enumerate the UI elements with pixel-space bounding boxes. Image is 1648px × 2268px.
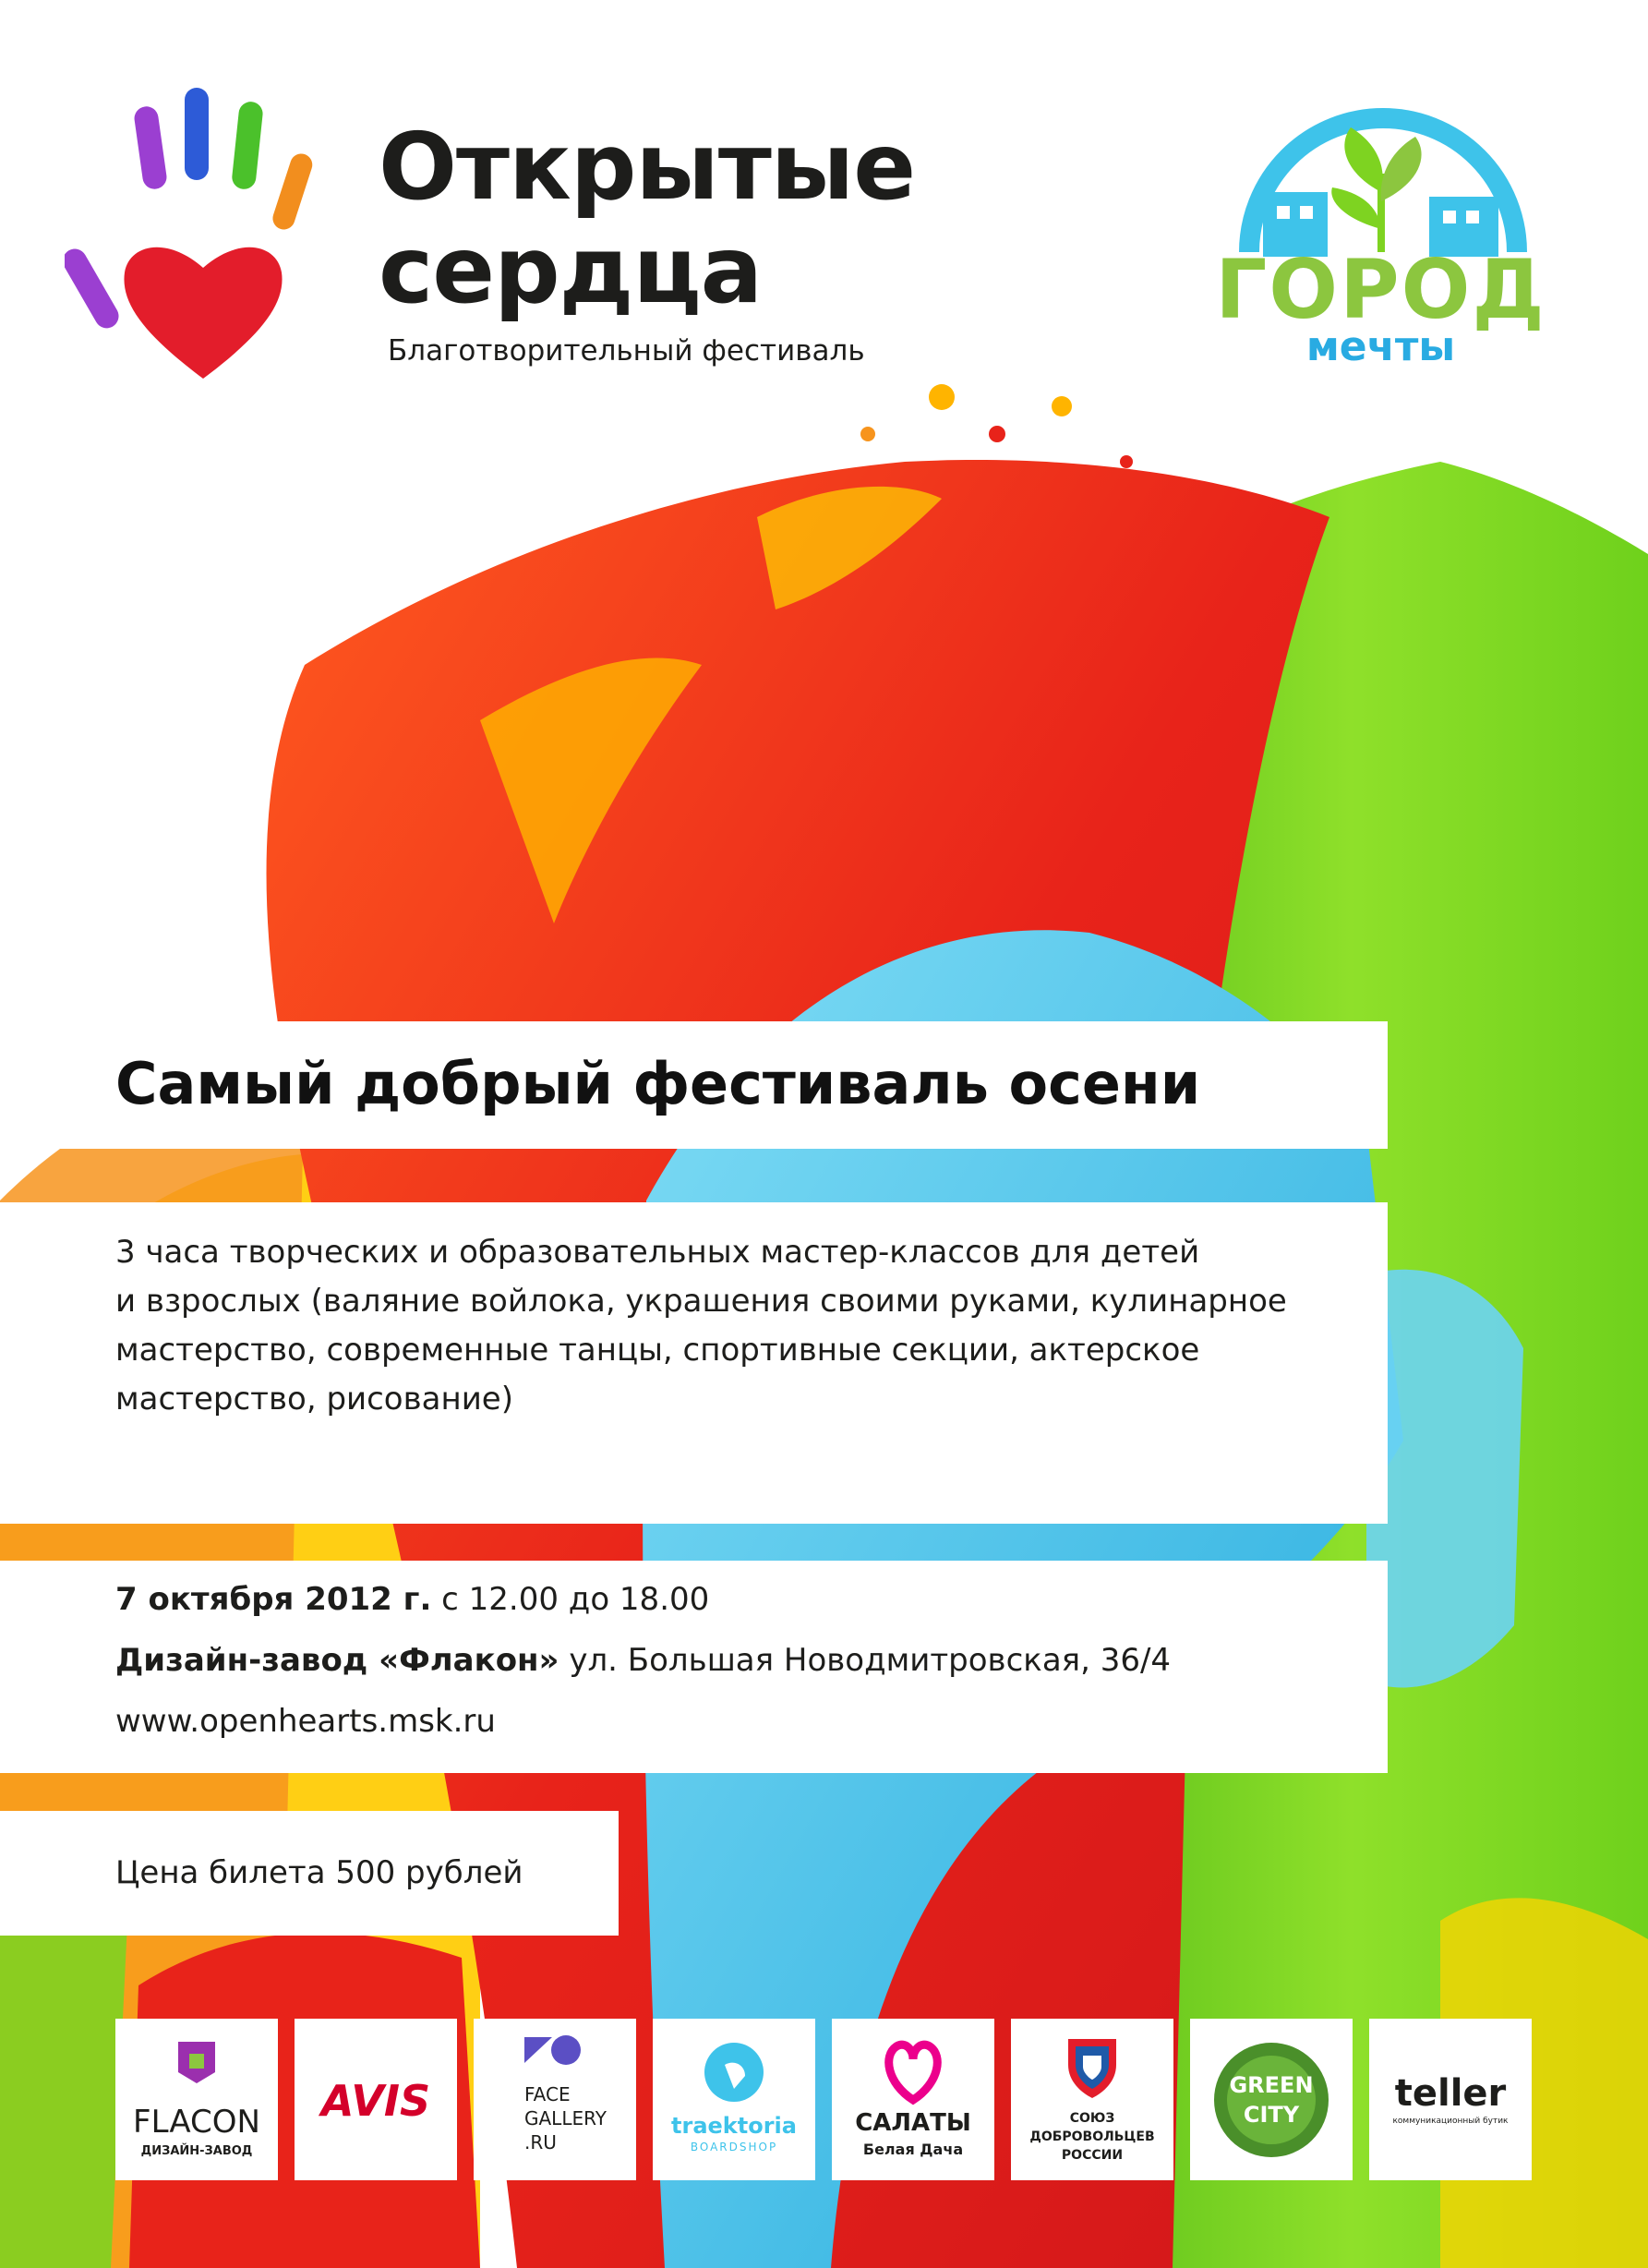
teller-sub: коммуникационный бутик (1392, 2117, 1509, 2126)
salaty-name: САЛАТЫ (855, 2109, 971, 2137)
city-logo-word-gorod: ГОРОД (1215, 242, 1546, 337)
sponsor-logos (115, 2019, 1537, 2180)
teller-name: teller (1394, 2072, 1507, 2115)
soyuz-l3: РОССИИ (1061, 2148, 1124, 2163)
sponsor-teller[interactable] (1369, 2019, 1532, 2180)
event-website-link[interactable]: www.openhearts.msk.ru (115, 1703, 496, 1740)
avis-name: AVIS (320, 2076, 431, 2126)
title-line-2: сердца (379, 216, 763, 324)
handprint-heart-icon (65, 88, 342, 383)
description-line: мастерство, современные танцы, спортивные секции, актерское (115, 1332, 1200, 1369)
headline: Самый добрый фестиваль осени (115, 1050, 1201, 1117)
description-line: 3 часа творческих и образовательных мастер-классов для детей (115, 1234, 1200, 1271)
face-gallery-l3: .RU (524, 2131, 557, 2153)
flacon-name: FLACON (133, 2104, 260, 2141)
traektoria-name: traektoria (671, 2113, 797, 2139)
event-address: ул. Большая Новодмитровская, 36/4 (559, 1642, 1172, 1679)
event-date: 7 октября 2012 г. (115, 1581, 432, 1618)
face-gallery-l1: FACE (524, 2083, 571, 2105)
description (115, 1228, 1371, 1424)
event-venue: Дизайн-завод «Флакон» (115, 1642, 559, 1679)
title-line-1: Открытые (379, 113, 916, 221)
salaty-sub: Белая Дача (862, 2141, 964, 2158)
green-city-logo-icon (1190, 2019, 1353, 2180)
sponsor-avis[interactable] (295, 2019, 457, 2180)
traektoria-sub: BOARDSHOP (690, 2141, 778, 2153)
festival-title (379, 115, 915, 322)
city-logo-word-mechty: мечты (1305, 323, 1456, 370)
sponsor-soyuz[interactable] (1011, 2019, 1173, 2180)
flacon-sub: ДИЗАЙН-ЗАВОД (140, 2144, 253, 2158)
festival-subtitle: Благотворительный фестиваль (388, 334, 865, 368)
description-line: мастерство, рисование) (115, 1381, 513, 1418)
ticket-price: Цена билета 500 рублей (115, 1854, 523, 1891)
event-venue-line (115, 1642, 1171, 1679)
sponsor-flacon[interactable] (115, 2019, 278, 2180)
sponsor-salaty[interactable] (832, 2019, 994, 2180)
sponsor-green-city[interactable] (1190, 2019, 1353, 2180)
soyuz-l1: СОЮЗ (1069, 2111, 1115, 2126)
green-city-l1: GREEN (1229, 2072, 1314, 2098)
sponsor-face-gallery[interactable] (474, 2019, 636, 2180)
event-time: с 12.00 до 18.00 (431, 1581, 710, 1618)
green-city-l2: CITY (1243, 2102, 1300, 2128)
face-gallery-l2: GALLERY (524, 2107, 607, 2129)
traektoria-logo-icon (653, 2019, 815, 2180)
sponsor-traektoria[interactable] (653, 2019, 815, 2180)
description-line: и взрослых (валяние войлока, украшения своими руками, кулинарное (115, 1283, 1287, 1320)
soyuz-l2: ДОБРОВОЛЬЦЕВ (1029, 2129, 1155, 2144)
event-date-line (115, 1581, 709, 1618)
